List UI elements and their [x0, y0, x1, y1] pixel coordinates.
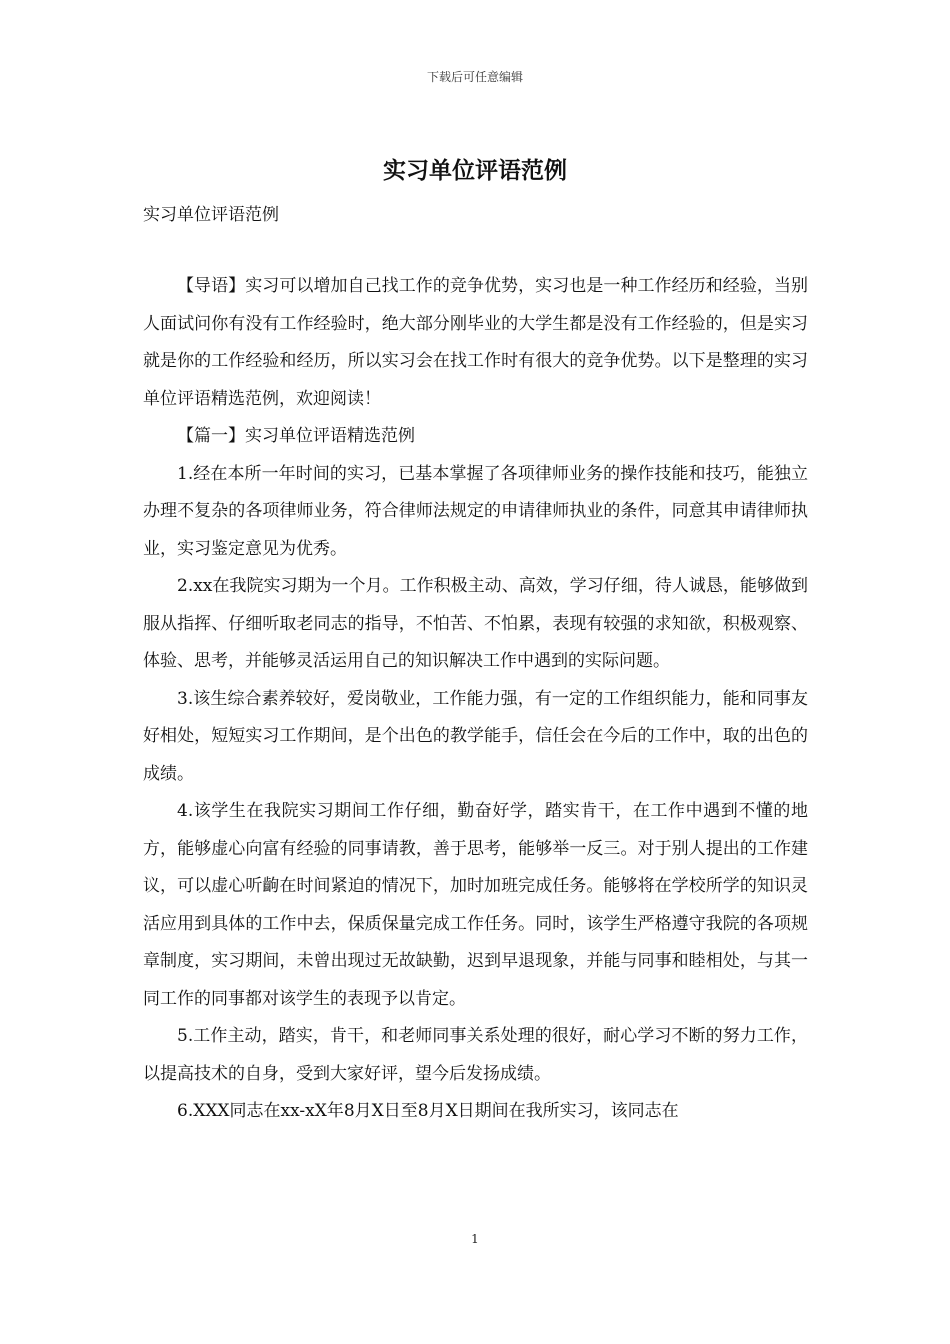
comment-paragraph-3: 3.该生综合素养较好，爱岗敬业，工作能力强，有一定的工作组织能力，能和同事友好相处，短短实习工作期间，是个出色的教学能手，信任会在今后的工作中，取的出色的成绩。 [143, 688, 808, 784]
document-subtitle: 实习单位评语范例 [143, 205, 279, 225]
document-title: 实习单位评语范例 [383, 157, 567, 184]
page-number: 1 [471, 1232, 479, 1246]
intro-paragraph: 【导语】实习可以增加自己找工作的竞争优势，实习也是一种工作经历和经验，当别人面试问你有没有工作经验时，绝大部分刚毕业的大学生都是没有工作经验的，但是实习就是你的工作经验和经历，所以实习会在找工作时有很大的竞争优势。以下是整理的实习单位评语精选范例，欢迎阅读！ [143, 276, 808, 409]
comment-paragraph-5: 5.工作主动，踏实，肯干，和老师同事关系处理的很好，耐心学习不断的努力工作，以提高技术的自身，受到大家好评，望今后发扬成绩。 [143, 1026, 808, 1084]
document-body [143, 268, 808, 1131]
section-heading: 【篇一】实习单位评语精选范例 [177, 426, 415, 446]
comment-paragraph-2: 2.xx在我院实习期为一个月。工作积极主动、高效，学习仔细，待人诚恳，能够做到服从指挥、仔细听取老同志的指导，不怕苦、不怕累，表现有较强的求知欲，积极观察、体验、思考，并能够灵活运用自己的知识解决工作中遇到的实际问题。 [143, 576, 808, 671]
header-note: 下载后可任意编辑 [426, 70, 523, 84]
comment-paragraph-6: 6.XXX同志在xx-xX年8月X日至8月X日期间在我所实习，该同志在 [177, 1101, 679, 1121]
comment-paragraph-4: 4.该学生在我院实习期间工作仔细，勤奋好学，踏实肯干，在工作中遇到不懂的地方，能够虚心向富有经验的同事请教，善于思考，能够举一反三。对于别人提出的工作建议，可以虚心听齣在时间紧迫的情况下，加时加班完成任务。能够将在学校所学的知识灵活应用到具体的工作中去，保质保量完成工作任务。同时，该学生严格遵守我院的各项规章制度，实习期间，未曾出现过无故缺勤，迟到早退现象，并能与同事和睦相处，与其一同工作的同事都对该学生的表现予以肯定。 [143, 801, 808, 1009]
comment-paragraph-1: 1.经在本所一年时间的实习，已基本掌握了各项律师业务的操作技能和技巧，能独立办理不复杂的各项律师业务，符合律师法规定的申请律师执业的条件，同意其申请律师执业，实习鉴定意见为优秀。 [143, 463, 808, 559]
